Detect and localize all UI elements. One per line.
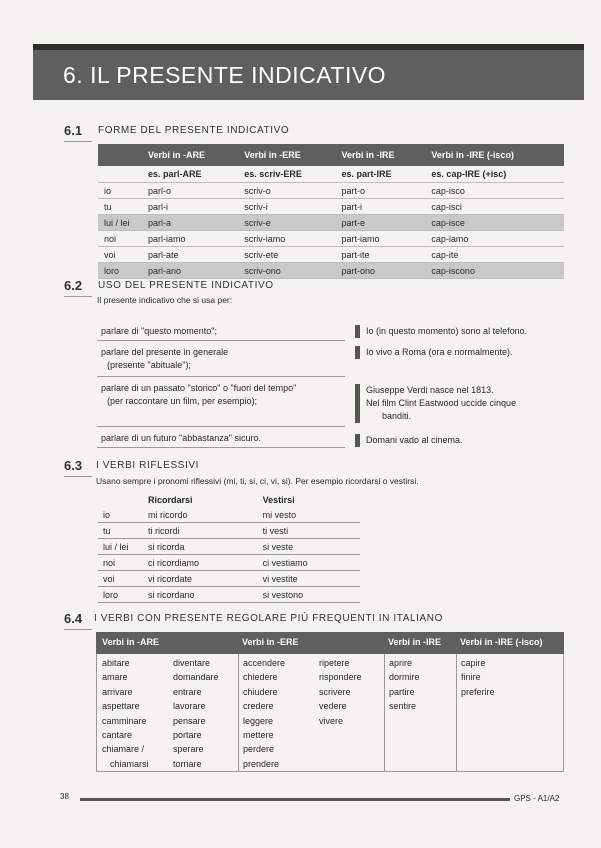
table-cell: tu	[98, 199, 144, 215]
list-item: diventare	[173, 658, 211, 668]
list-item: aspettare	[102, 701, 140, 712]
table-cell: vi vestite	[258, 571, 360, 587]
list-item: chiudere	[243, 686, 278, 697]
table-cell: si ricordano	[143, 587, 258, 603]
table-row	[98, 523, 360, 539]
table-row	[98, 587, 360, 603]
list-item: entrare	[173, 686, 202, 697]
use-text: parlare di "questo momento";	[101, 326, 217, 336]
table-row	[98, 571, 360, 587]
verbs-header-cell: Verbi in -ERE	[242, 637, 299, 647]
table-cell: es. part-IRE	[337, 166, 427, 183]
table-cell: io	[98, 183, 144, 199]
table-cell: ci vestiamo	[258, 555, 360, 571]
use-example-text: Giuseppe Verdi nasce nel 1813.	[366, 385, 494, 395]
table-cell: scriv-i	[240, 199, 337, 215]
verbs-ire-column	[389, 656, 420, 714]
table-cell: parl-ate	[144, 247, 240, 263]
list-item: pensare	[173, 715, 206, 726]
section-6-4-title: I VERBI CON PRESENTE REGOLARE PIÙ FREQUENTI IN ITALIANO	[94, 613, 443, 624]
table-row	[98, 231, 564, 247]
verbs-ere-column-2	[319, 656, 362, 728]
list-item: aprire	[389, 658, 413, 668]
use-description	[101, 382, 296, 408]
book-title: GPS - A1/A2	[514, 794, 560, 803]
verbs-are-column-1	[102, 656, 149, 771]
column-divider	[456, 654, 457, 772]
list-item: tornare	[173, 758, 202, 769]
list-item: prendere	[243, 758, 280, 769]
use-divider	[97, 447, 345, 448]
list-item: finire	[461, 672, 481, 683]
chapter-title: 6. IL PRESENTE INDICATIVO	[63, 62, 387, 88]
reflexive-header-cell	[98, 492, 143, 507]
table-cell: cap-iamo	[427, 231, 564, 247]
table-row	[98, 247, 564, 263]
table-cell: mi ricordo	[143, 507, 258, 523]
table-cell: cap-isce	[427, 215, 564, 231]
use-description	[101, 346, 228, 372]
section-6-1-title: FORME DEL PRESENTE INDICATIVO	[98, 125, 290, 136]
table-cell: parl-a	[144, 215, 240, 231]
use-example-text: Domani vado al cinema.	[366, 435, 463, 445]
section-6-3-title: I VERBI RIFLESSIVI	[96, 460, 200, 471]
table-cell: part-e	[337, 215, 427, 231]
column-divider	[384, 654, 385, 772]
section-6-4-number: 6.4	[64, 611, 83, 626]
use-example	[355, 346, 513, 359]
table-row	[98, 263, 564, 279]
verbs-header-cell: Verbi in -ARE	[102, 637, 160, 647]
list-item: chiedere	[243, 672, 278, 683]
forms-table	[98, 144, 564, 279]
table-cell: scriv-iamo	[240, 231, 337, 247]
table-cell: es. parl-ARE	[144, 166, 240, 183]
table-cell	[98, 166, 144, 183]
list-item: lavorare	[173, 701, 206, 712]
verbs-table-header	[96, 632, 564, 654]
use-description	[101, 432, 261, 445]
table-cell: loro	[98, 263, 144, 279]
table-cell: part-o	[337, 183, 427, 199]
table-cell: noi	[98, 231, 144, 247]
table-cell: part-i	[337, 199, 427, 215]
table-cell: part-ono	[337, 263, 427, 279]
reflexive-header-cell: Ricordarsi	[148, 494, 193, 505]
table-cell: cap-ite	[427, 247, 564, 263]
table-cell: cap-iscono	[427, 263, 564, 279]
table-cell: parl-ano	[144, 263, 240, 279]
list-item: abitare	[102, 658, 130, 668]
use-divider	[97, 340, 345, 341]
table-cell: loro	[98, 587, 143, 603]
use-example	[355, 434, 463, 447]
table-cell: scriv-e	[240, 215, 337, 231]
table-cell: ti ricordi	[143, 523, 258, 539]
list-item: ripetere	[319, 658, 350, 668]
forms-header-cell: Verbi in -ERE	[240, 144, 337, 166]
list-item: rispondere	[319, 672, 362, 683]
table-row	[98, 539, 360, 555]
table-row	[98, 215, 564, 231]
list-item: dormire	[389, 672, 420, 683]
list-item: credere	[243, 701, 274, 712]
use-example-text: banditi.	[382, 411, 412, 421]
forms-header-cell: Verbi in -ARE	[144, 144, 240, 166]
table-cell: parl-i	[144, 199, 240, 215]
list-item: cantare	[102, 730, 133, 741]
section-rule	[64, 296, 92, 297]
table-cell: vi ricordate	[143, 571, 258, 587]
table-cell: noi	[98, 555, 143, 571]
section-rule	[64, 141, 92, 142]
use-divider	[97, 426, 345, 427]
use-example-text: Io vivo a Roma (ora e normalmente).	[366, 347, 513, 357]
page-number: 38	[60, 792, 69, 801]
table-cell: part-iamo	[337, 231, 427, 247]
forms-header-cell	[98, 144, 144, 166]
verbs-are-column-2	[173, 656, 219, 771]
table-cell: es. scriv-ERE	[240, 166, 337, 183]
list-item: accendere	[243, 658, 286, 668]
use-description	[101, 325, 217, 338]
uses-list	[97, 320, 559, 470]
section-rule	[64, 476, 92, 477]
verbs-table-body	[96, 654, 564, 772]
list-item: scrivere	[319, 686, 351, 697]
table-cell: part-ite	[337, 247, 427, 263]
forms-header-cell: Verbi in -IRE (-isco)	[427, 144, 564, 166]
list-item: portare	[173, 730, 202, 741]
table-row	[98, 199, 564, 215]
forms-header-cell: Verbi in -IRE	[337, 144, 427, 166]
table-cell: es. cap-IRE (+isc)	[427, 166, 564, 183]
use-example-text: Io (in questo momento) sono al telefono.	[366, 326, 528, 336]
table-cell: voi	[98, 571, 143, 587]
list-item: amare	[102, 672, 128, 683]
table-cell: si vestono	[258, 587, 360, 603]
list-item: camminare	[102, 715, 147, 726]
section-6-2-number: 6.2	[64, 278, 83, 293]
table-cell: mi vesto	[258, 507, 360, 523]
reflexive-header-cell: Vestirsi	[262, 494, 295, 505]
section-6-2-title: USO DEL PRESENTE INDICATIVO	[98, 280, 274, 291]
list-item: domandare	[173, 672, 219, 683]
use-text: parlare del presente in generale	[101, 347, 229, 357]
list-item: perdere	[243, 744, 275, 755]
list-item: sperare	[173, 744, 204, 755]
use-example	[355, 384, 516, 423]
table-cell: parl-iamo	[144, 231, 240, 247]
table-cell: voi	[98, 247, 144, 263]
table-cell: cap-isco	[427, 183, 564, 199]
list-item: vedere	[319, 701, 347, 712]
verbs-isco-column	[461, 656, 495, 699]
verbs-header-cell: Verbi in -IRE (-isco)	[460, 637, 543, 647]
column-divider	[238, 654, 239, 772]
list-item: partire	[389, 686, 415, 697]
forms-table-header	[98, 144, 564, 166]
use-text: (presente "abituale");	[107, 360, 191, 370]
section-6-3-number: 6.3	[64, 458, 83, 473]
table-cell: cap-isci	[427, 199, 564, 215]
chapter-title-bar	[33, 44, 584, 100]
table-cell: scriv-o	[240, 183, 337, 199]
section-6-3-intro: Usano sempre i pronomi riflessivi (mi, ti, si, ci, vi, si). Per esempio ricordarsi o vestirsi.	[96, 476, 419, 486]
use-text: parlare di un futuro "abbastanza" sicuro.	[101, 433, 261, 443]
section-6-2-intro: Il presente indicativo che si usa per:	[97, 295, 233, 305]
table-cell: scriv-ono	[240, 263, 337, 279]
table-row	[98, 507, 360, 523]
verbs-ere-column-1	[243, 656, 285, 771]
table-cell: scriv-ete	[240, 247, 337, 263]
table-cell: tu	[98, 523, 143, 539]
section-6-1-number: 6.1	[64, 123, 83, 138]
list-item: chiamare /	[102, 744, 145, 755]
table-cell: io	[98, 507, 143, 523]
use-example-text: Nel film Clint Eastwood uccide cinque	[366, 398, 517, 408]
table-cell: lui / lei	[98, 215, 144, 231]
table-cell: lui / lei	[98, 539, 143, 555]
use-example	[355, 325, 527, 338]
section-rule	[64, 629, 92, 630]
verbs-header-cell: Verbi in -IRE	[388, 637, 442, 647]
list-item: leggere	[243, 715, 274, 726]
forms-examples-row	[98, 166, 564, 183]
list-item: preferire	[461, 686, 495, 697]
list-item: arrivare	[102, 686, 133, 697]
use-divider	[97, 376, 345, 377]
list-item: capire	[461, 658, 486, 668]
list-item: chiamarsi	[110, 758, 149, 769]
use-text: (per raccontare un film, per esempio);	[107, 396, 258, 406]
footer-rule	[80, 798, 510, 801]
table-cell: ci ricordiamo	[143, 555, 258, 571]
table-row	[98, 183, 564, 199]
table-cell: parl-o	[144, 183, 240, 199]
reflexive-header	[98, 492, 360, 507]
list-item: mettere	[243, 730, 274, 741]
table-cell: si veste	[258, 539, 360, 555]
use-text: parlare di un passato "storico" o "fuori del tempo"	[101, 383, 297, 393]
reflexive-table	[98, 492, 360, 603]
list-item: sentire	[389, 701, 417, 712]
table-cell: ti vesti	[258, 523, 360, 539]
table-row	[98, 555, 360, 571]
table-cell: si ricorda	[143, 539, 258, 555]
list-item: vivere	[319, 715, 344, 726]
